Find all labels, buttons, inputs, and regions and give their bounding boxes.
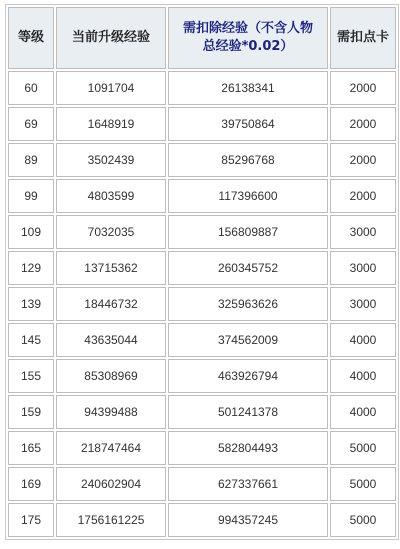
header-level: 等级 [8,7,54,69]
cell-level: 145 [8,323,54,357]
header-deduct-points: 需扣点卡 [330,7,396,69]
table-row [8,215,396,249]
table-header-row [8,7,396,69]
header-deduct-exp-line2: 总经验*0.02） [202,39,294,54]
cell-deduct-points: 3000 [330,287,396,321]
cell-current-exp: 4803599 [56,179,166,213]
cell-current-exp: 218747464 [56,431,166,465]
cell-deduct-points: 3000 [330,251,396,285]
cell-deduct-exp: 156809887 [168,215,328,249]
cell-level: 89 [8,143,54,177]
cell-deduct-exp: 994357245 [168,503,328,537]
cell-level: 169 [8,467,54,501]
table-row [8,323,396,357]
table-row [8,71,396,105]
header-current-exp: 当前升级经验 [56,7,166,69]
cell-deduct-exp: 374562009 [168,323,328,357]
cell-level: 159 [8,395,54,429]
table-row [8,251,396,285]
table-row [8,431,396,465]
cell-deduct-exp: 85296768 [168,143,328,177]
cell-level: 109 [8,215,54,249]
table-row [8,179,396,213]
cell-deduct-exp: 501241378 [168,395,328,429]
header-deduct-exp-line1: 需扣除经验（不含人物 [182,21,313,36]
cell-deduct-points: 5000 [330,503,396,537]
cell-current-exp: 1648919 [56,107,166,141]
cell-current-exp: 7032035 [56,215,166,249]
cell-deduct-exp: 117396600 [168,179,328,213]
cell-deduct-exp: 582804493 [168,431,328,465]
table-row [8,395,396,429]
cell-deduct-exp: 26138341 [168,71,328,105]
table-body [8,71,396,537]
cell-deduct-points: 2000 [330,107,396,141]
cell-deduct-points: 2000 [330,143,396,177]
cell-deduct-points: 4000 [330,395,396,429]
table-row [8,287,396,321]
cell-level: 69 [8,107,54,141]
cell-current-exp: 1756161225 [56,503,166,537]
cell-current-exp: 94399488 [56,395,166,429]
cell-deduct-exp: 627337661 [168,467,328,501]
cell-deduct-points: 2000 [330,71,396,105]
cell-current-exp: 43635044 [56,323,166,357]
cell-deduct-points: 4000 [330,323,396,357]
cell-deduct-exp: 260345752 [168,251,328,285]
cell-level: 60 [8,71,54,105]
cell-deduct-points: 4000 [330,359,396,393]
cell-current-exp: 13715362 [56,251,166,285]
cell-level: 155 [8,359,54,393]
table-row [8,467,396,501]
cell-level: 129 [8,251,54,285]
exp-deduction-table [5,4,399,540]
cell-current-exp: 240602904 [56,467,166,501]
cell-deduct-exp: 463926794 [168,359,328,393]
cell-deduct-exp: 325963626 [168,287,328,321]
table-row [8,503,396,537]
cell-deduct-exp: 39750864 [168,107,328,141]
cell-current-exp: 18446732 [56,287,166,321]
cell-current-exp: 1091704 [56,71,166,105]
cell-deduct-points: 2000 [330,179,396,213]
cell-level: 165 [8,431,54,465]
cell-current-exp: 3502439 [56,143,166,177]
cell-level: 99 [8,179,54,213]
cell-level: 139 [8,287,54,321]
cell-level: 175 [8,503,54,537]
cell-current-exp: 85308969 [56,359,166,393]
table-row [8,359,396,393]
exp-table-container [5,4,393,541]
cell-deduct-points: 5000 [330,431,396,465]
table-row [8,107,396,141]
table-row [8,143,396,177]
header-deduct-exp [168,7,328,69]
cell-deduct-points: 3000 [330,215,396,249]
cell-deduct-points: 5000 [330,467,396,501]
